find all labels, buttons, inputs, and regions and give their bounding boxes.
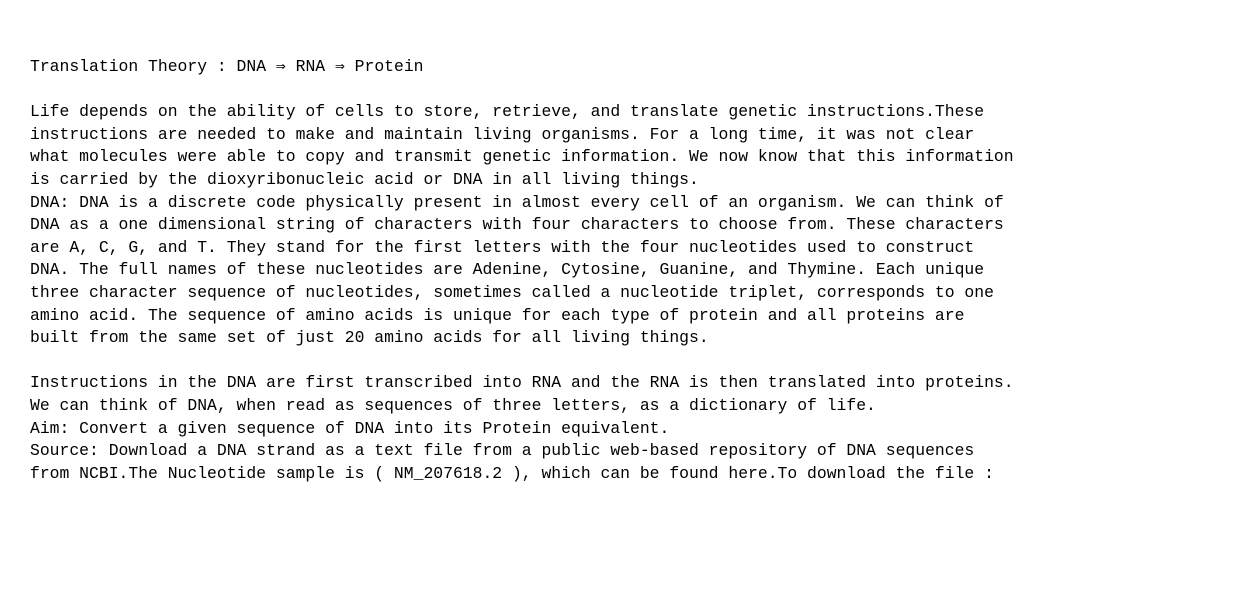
- spacer: [30, 350, 1230, 373]
- dna-line: are A, C, G, and T. They stand for the first letters with the four nucleotides used to construct: [30, 237, 975, 257]
- dna-line: amino acid. The sequence of amino acids is unique for each type of protein and all proteins are: [30, 305, 965, 325]
- dna-line: built from the same set of just 20 amino acids for all living things.: [30, 328, 709, 348]
- intro-line: what molecules were able to copy and transmit genetic information. We now know that this information: [30, 147, 1014, 167]
- instructions-line: Instructions in the DNA are first transcribed into RNA and the RNA is then translated into proteins.: [30, 373, 1014, 393]
- page-title: Translation Theory : DNA ⇒ RNA ⇒ Protein: [30, 57, 424, 76]
- intro-line: is carried by the dioxyribonucleic acid or DNA in all living things.: [30, 169, 699, 189]
- dna-line: DNA as a one dimensional string of characters with four characters to choose from. These characters: [30, 215, 1004, 235]
- aim-line: Aim: Convert a given sequence of DNA into its Protein equivalent.: [30, 418, 670, 438]
- intro-line: Life depends on the ability of cells to store, retrieve, and translate genetic instructions.These: [30, 102, 985, 122]
- dna-line: three character sequence of nucleotides, sometimes called a nucleotide triplet, corresponds to one: [30, 282, 994, 302]
- spacer: [30, 79, 1230, 102]
- source-line: Source: Download a DNA strand as a text file from a public web-based repository of DNA sequences: [30, 441, 975, 461]
- source-line: from NCBI.The Nucleotide sample is ( NM_207618.2 ), which can be found here.To download the file :: [30, 463, 994, 483]
- instructions-line: We can think of DNA, when read as sequences of three letters, as a dictionary of life.: [30, 395, 876, 415]
- document-body: [30, 56, 1230, 485]
- intro-line: instructions are needed to make and maintain living organisms. For a long time, it was not clear: [30, 124, 975, 144]
- dna-line: DNA: DNA is a discrete code physically present in almost every cell of an organism. We can think of: [30, 192, 1004, 212]
- dna-line: DNA. The full names of these nucleotides are Adenine, Cytosine, Guanine, and Thymine. Each unique: [30, 260, 985, 280]
